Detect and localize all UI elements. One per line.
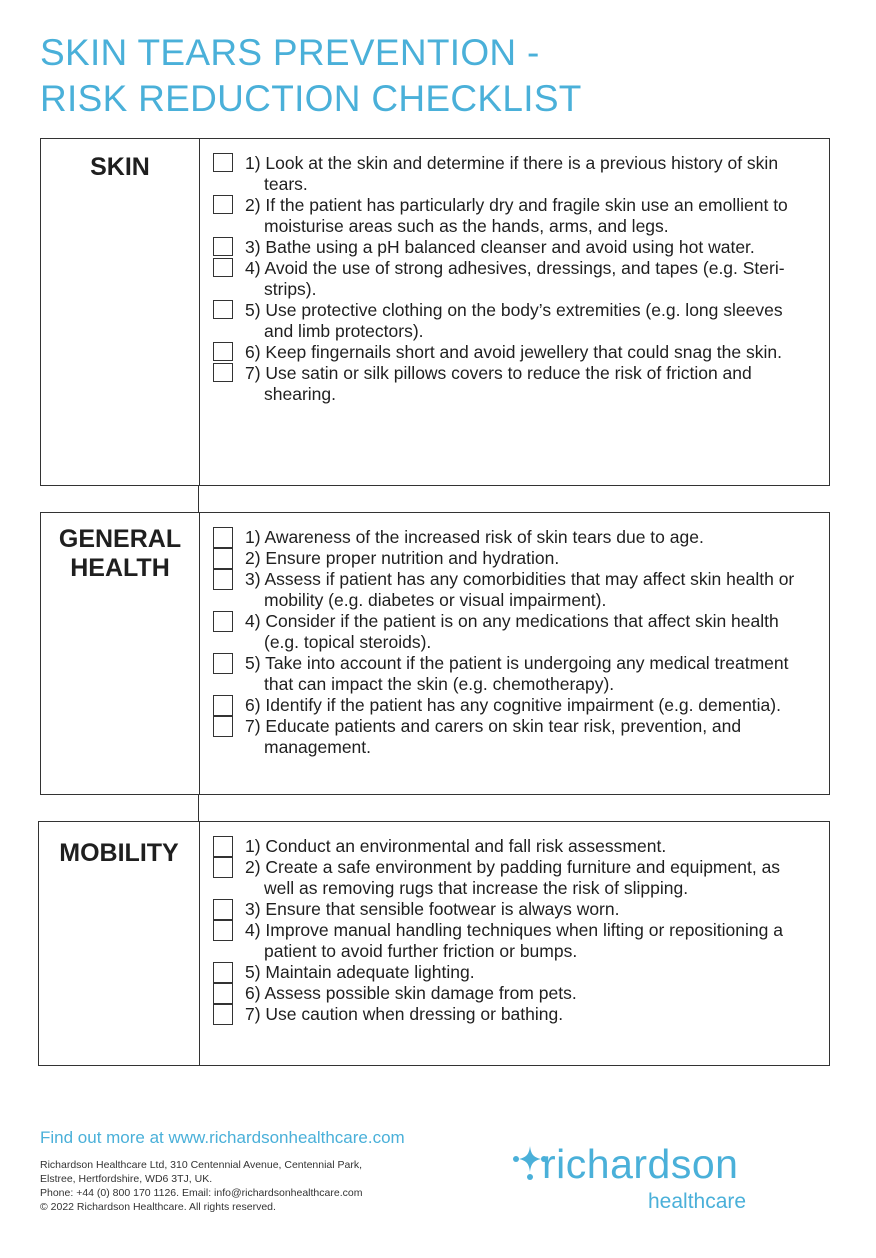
checklist-item: 1) Awareness of the increased risk of skin tears due to age. bbox=[213, 527, 809, 548]
checklist-item: 1) Conduct an environmental and fall risk assessment. bbox=[213, 836, 809, 857]
checklist-item: 3) Assess if patient has any comorbidities that may affect skin health or mobility (e.g. diabetes or visual impairment). bbox=[213, 569, 809, 611]
checklist-item: 3) Bathe using a pH balanced cleanser and avoid using hot water. bbox=[213, 237, 809, 258]
checkbox[interactable] bbox=[213, 548, 233, 569]
checkbox[interactable] bbox=[213, 569, 233, 590]
checkbox[interactable] bbox=[213, 695, 233, 716]
richardson-healthcare-logo bbox=[510, 1140, 770, 1220]
section-gap-rule bbox=[198, 486, 199, 512]
checkbox[interactable] bbox=[213, 363, 233, 382]
checkbox[interactable] bbox=[213, 237, 233, 256]
checkbox[interactable] bbox=[213, 527, 233, 548]
checkbox[interactable] bbox=[213, 653, 233, 674]
checklist-item: 2) Create a safe environment by padding furniture and equipment, as well as removing rugs that increase the risk of slipping. bbox=[213, 857, 809, 899]
checklist-item: 7) Educate patients and carers on skin tear risk, prevention, and management. bbox=[213, 716, 809, 758]
checklist-item: 1) Look at the skin and determine if there is a previous history of skin tears. bbox=[213, 153, 809, 195]
section-divider bbox=[199, 139, 200, 485]
checkbox[interactable] bbox=[213, 342, 233, 361]
checkbox[interactable] bbox=[213, 836, 233, 857]
checklist-item: 4) Improve manual handling techniques when lifting or repositioning a patient to avoid further friction or bumps. bbox=[213, 920, 809, 962]
checkbox[interactable] bbox=[213, 962, 233, 983]
checklist-item: 5) Take into account if the patient is undergoing any medical treatment that can impact the skin (e.g. chemotherapy). bbox=[213, 653, 809, 695]
checkbox[interactable] bbox=[213, 716, 233, 737]
checkbox[interactable] bbox=[213, 300, 233, 319]
checklist-item: 5) Maintain adequate lighting. bbox=[213, 962, 809, 983]
heading-line: HEALTH bbox=[70, 554, 170, 582]
checkbox[interactable] bbox=[213, 611, 233, 632]
section-skin bbox=[40, 138, 830, 486]
website-link[interactable]: Find out more at www.richardsonhealthcare.com bbox=[40, 1128, 405, 1147]
section-mobility bbox=[38, 821, 830, 1066]
checkbox[interactable] bbox=[213, 899, 233, 920]
logo-sub-text: healthcare bbox=[648, 1190, 747, 1213]
checklist-item: 4) Consider if the patient is on any medications that affect skin health (e.g. topical steroids). bbox=[213, 611, 809, 653]
checklist-item: 2) If the patient has particularly dry and fragile skin use an emollient to moisturise areas such as the hands, arms, and legs. bbox=[213, 195, 809, 237]
section-divider bbox=[199, 513, 200, 794]
checkbox[interactable] bbox=[213, 153, 233, 172]
checklist-item: 6) Assess possible skin damage from pets. bbox=[213, 983, 809, 1004]
checkbox[interactable] bbox=[213, 920, 233, 941]
checklist-item: 6) Identify if the patient has any cognitive impairment (e.g. dementia). bbox=[213, 695, 809, 716]
copyright-line: © 2022 Richardson Healthcare. All rights reserved. bbox=[40, 1201, 276, 1213]
section-divider bbox=[199, 822, 200, 1065]
checklist-item: 7) Use satin or silk pillows covers to reduce the risk of friction and shearing. bbox=[213, 363, 809, 405]
section-general-health bbox=[40, 512, 830, 795]
checklist-item: 2) Ensure proper nutrition and hydration. bbox=[213, 548, 809, 569]
contact-line: Phone: +44 (0) 800 170 1126. Email: info@richardsonhealthcare.com bbox=[40, 1187, 363, 1199]
checklist-general-health bbox=[213, 527, 809, 758]
page-title bbox=[40, 30, 582, 122]
checkbox[interactable] bbox=[213, 857, 233, 878]
checklist-item: 3) Ensure that sensible footwear is always worn. bbox=[213, 899, 809, 920]
section-gap-rule bbox=[198, 795, 199, 821]
address-line: Elstree, Hertfordshire, WD6 3TJ, UK. bbox=[40, 1173, 213, 1185]
checklist-mobility bbox=[213, 836, 809, 1025]
address-line: Richardson Healthcare Ltd, 310 Centennial Avenue, Centennial Park, bbox=[40, 1159, 363, 1171]
section-heading-general-health bbox=[41, 525, 199, 583]
checkbox[interactable] bbox=[213, 195, 233, 214]
company-details bbox=[40, 1158, 362, 1214]
checklist-item: 5) Use protective clothing on the body’s extremities (e.g. long sleeves and limb protectors). bbox=[213, 300, 809, 342]
title-line-1: SKIN TEARS PREVENTION - bbox=[40, 32, 540, 73]
checklist-skin bbox=[213, 153, 809, 405]
checkbox[interactable] bbox=[213, 258, 233, 277]
checklist-item: 6) Keep fingernails short and avoid jewellery that could snag the skin. bbox=[213, 342, 809, 363]
checklist-item: 7) Use caution when dressing or bathing. bbox=[213, 1004, 809, 1025]
checkbox[interactable] bbox=[213, 1004, 233, 1025]
checklist-item: 4) Avoid the use of strong adhesives, dressings, and tapes (e.g. Steri-strips). bbox=[213, 258, 809, 300]
section-heading-skin: SKIN bbox=[90, 153, 150, 181]
checkbox[interactable] bbox=[213, 983, 233, 1004]
heading-line: GENERAL bbox=[58, 525, 182, 553]
title-line-2: RISK REDUCTION CHECKLIST bbox=[40, 78, 582, 119]
logo-brand-text: richardson bbox=[542, 1141, 739, 1187]
section-heading-mobility: MOBILITY bbox=[59, 839, 179, 867]
